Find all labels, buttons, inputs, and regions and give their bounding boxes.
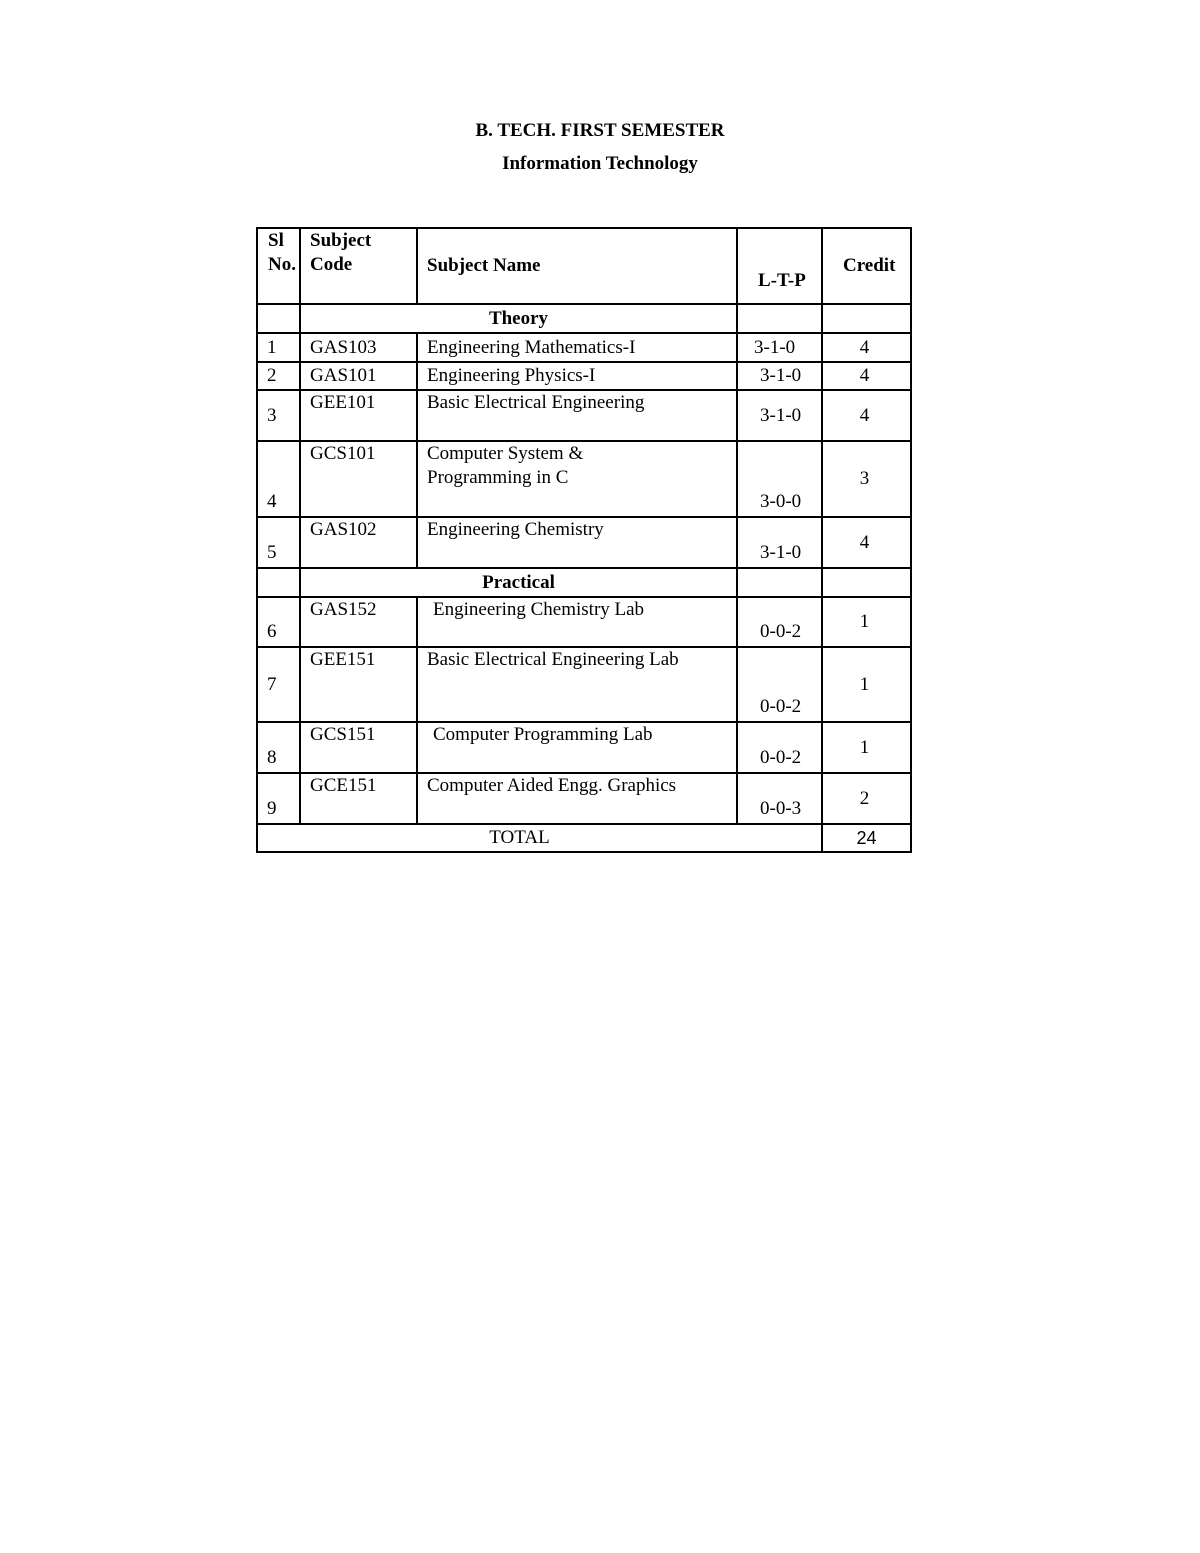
row-code: GCS151	[300, 722, 417, 773]
row-sl: 2	[257, 362, 300, 390]
header-ltp: L-T-P	[737, 228, 822, 304]
header-row	[257, 228, 911, 304]
section-empty-cell	[737, 304, 822, 333]
row-name: Computer Programming Lab	[417, 722, 737, 773]
row-credit: 1	[822, 722, 911, 773]
row-code: GAS103	[300, 333, 417, 362]
table-row	[257, 362, 911, 390]
row-credit: 4	[822, 362, 911, 390]
document-title: B. TECH. FIRST SEMESTER	[475, 120, 725, 141]
section-label-theory: Theory	[300, 304, 737, 333]
row-ltp: 3-1-0	[737, 517, 822, 568]
section-empty-cell	[257, 304, 300, 333]
table-row	[257, 647, 911, 722]
row-credit: 1	[822, 597, 911, 647]
row-sl: 7	[257, 647, 300, 722]
total-label: TOTAL	[257, 824, 822, 852]
row-credit: 4	[822, 333, 911, 362]
row-code: GAS152	[300, 597, 417, 647]
syllabus-table	[256, 227, 912, 853]
row-name: Engineering Physics-I	[417, 362, 737, 390]
row-ltp: 3-1-0	[737, 362, 822, 390]
row-sl: 4	[257, 441, 300, 517]
row-ltp: 3-1-0	[737, 390, 822, 441]
section-empty-cell	[257, 568, 300, 597]
row-name: Engineering Mathematics-I	[417, 333, 737, 362]
header-credit: Credit	[822, 228, 911, 304]
table-row	[257, 597, 911, 647]
section-row-theory	[257, 304, 911, 333]
row-code: GCE151	[300, 773, 417, 824]
row-name-line2: Programming in C	[427, 467, 569, 488]
row-credit: 3	[822, 441, 911, 517]
header-subject-name: Subject Name	[417, 228, 737, 304]
row-ltp: 0-0-2	[737, 722, 822, 773]
row-ltp: 0-0-2	[737, 597, 822, 647]
row-credit: 1	[822, 647, 911, 722]
section-empty-cell	[737, 568, 822, 597]
section-row-practical	[257, 568, 911, 597]
table-row	[257, 517, 911, 568]
row-ltp: 0-0-3	[737, 773, 822, 824]
row-sl: 6	[257, 597, 300, 647]
row-name: Computer Aided Engg. Graphics	[417, 773, 737, 824]
row-ltp: 3-0-0	[737, 441, 822, 517]
row-code: GAS102	[300, 517, 417, 568]
row-sl: 8	[257, 722, 300, 773]
header-sl-line1: Sl	[268, 230, 284, 251]
row-sl: 9	[257, 773, 300, 824]
header-sl-no	[257, 228, 300, 304]
total-row	[257, 824, 911, 852]
section-label-practical: Practical	[300, 568, 737, 597]
row-sl: 3	[257, 390, 300, 441]
header-code-line1: Subject	[310, 230, 372, 251]
row-credit: 4	[822, 390, 911, 441]
row-name: Engineering Chemistry	[417, 517, 737, 568]
header-sl-line2: No.	[268, 254, 296, 275]
row-code: GEE101	[300, 390, 417, 441]
row-ltp: 3-1-0	[737, 333, 822, 362]
document-subtitle: Information Technology	[502, 153, 698, 174]
section-empty-cell	[822, 304, 911, 333]
row-credit: 2	[822, 773, 911, 824]
header-code-line2: Code	[310, 254, 353, 275]
row-ltp: 0-0-2	[737, 647, 822, 722]
row-name: Basic Electrical Engineering	[417, 390, 737, 441]
row-code: GEE151	[300, 647, 417, 722]
table-row	[257, 441, 911, 517]
row-name-line1: Computer System &	[427, 443, 584, 464]
row-code: GCS101	[300, 441, 417, 517]
row-sl: 1	[257, 333, 300, 362]
table-row	[257, 390, 911, 441]
section-empty-cell	[822, 568, 911, 597]
table-row	[257, 333, 911, 362]
table-row	[257, 773, 911, 824]
header-subject-code	[300, 228, 417, 304]
row-name: Engineering Chemistry Lab	[417, 597, 737, 647]
row-code: GAS101	[300, 362, 417, 390]
table-row	[257, 722, 911, 773]
row-credit: 4	[822, 517, 911, 568]
row-sl: 5	[257, 517, 300, 568]
row-name: Basic Electrical Engineering Lab	[417, 647, 737, 722]
row-name	[417, 441, 737, 517]
total-credit: 24	[822, 824, 911, 852]
